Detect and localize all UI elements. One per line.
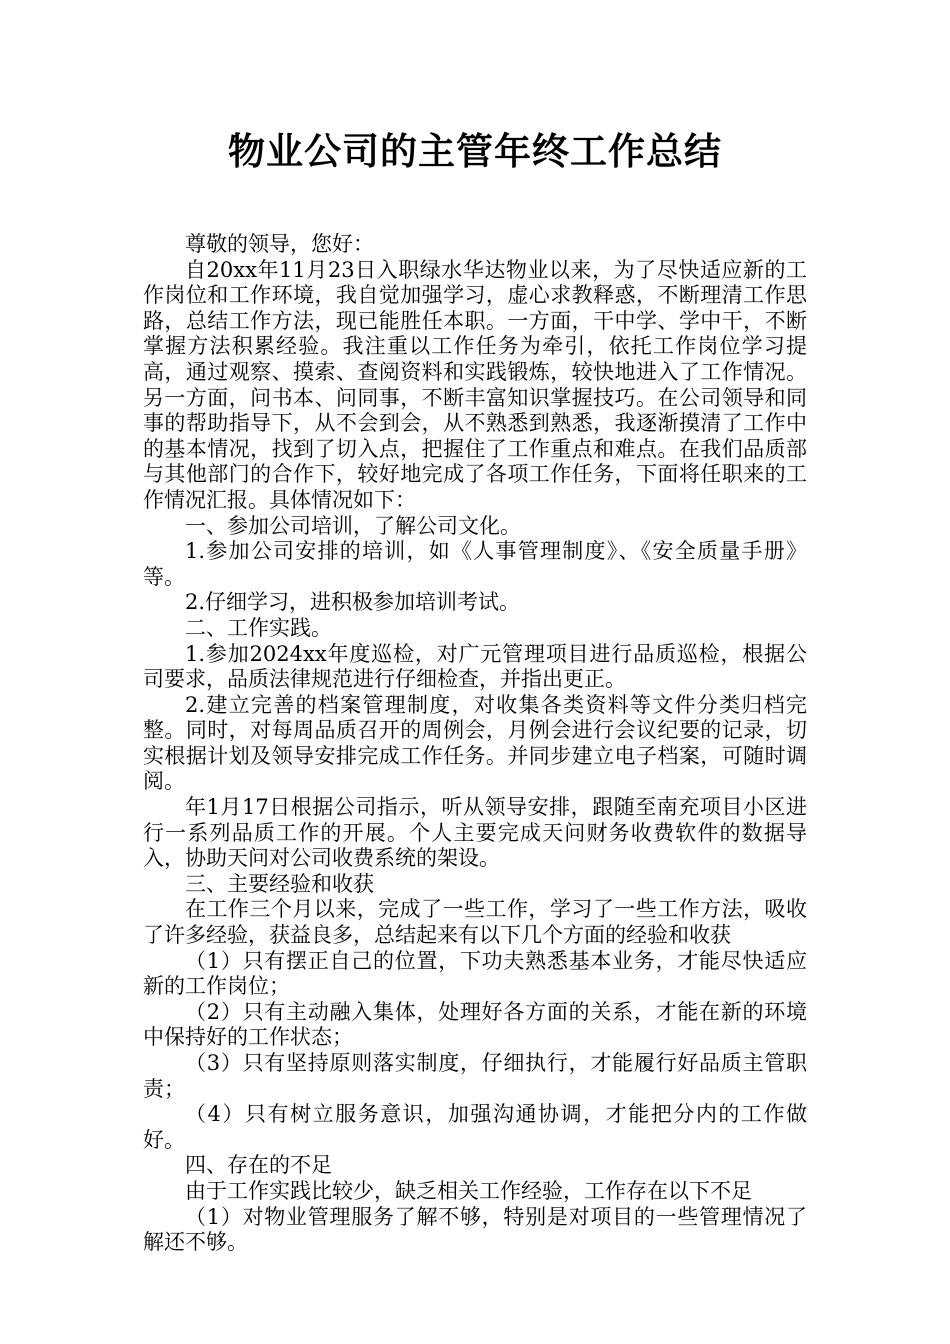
list-item: （2）只有主动融入集体，处理好各方面的关系，才能在新的环境中保持好的工作状态； xyxy=(143,999,807,1050)
paragraph-greeting: 尊敬的领导，您好： xyxy=(185,232,374,256)
list-item: 2.建立完善的档案管理制度，对收集各类资料等文件分类归档完整。同时，对每周品质召开的周例会，月例会进行会议纪要的记录，切实根据计划及领导安排完成工作任务。并同步建立电子档案，可随时调阅。 xyxy=(143,692,807,794)
document-page xyxy=(143,120,807,1256)
list-item: （4）只有树立服务意识，加强沟通协调，才能把分内的工作做好。 xyxy=(143,1102,807,1152)
paragraph: 在工作三个月以来，完成了一些工作，学习了一些工作方法，吸收了许多经验，获益良多，总结起来有以下几个方面的经验和收获 xyxy=(143,897,807,948)
paragraph-intro: 自20xx年11月23日入职绿水华达物业以来，为了尽快适应新的工作岗位和工作环境，我自觉加强学习，虚心求教释惑，不断理清工作思路，总结工作方法，现已能胜任本职。一方面，干中学、学中干，不断掌握方法积累经验。我注重以工作任务为牵引，依托工作岗位学习提高，通过观察、摸索、查阅资料和实践锻炼，较快地进入了工作情况。另一方面，问书本、问同事，不断丰富知识掌握技巧。在公司领导和同事的帮助指导下，从不会到会，从不熟悉到熟悉，我逐渐摸清了工作中的基本情况，找到了切入点，把握住了工作重点和难点。在我们品质部与其他部门的合作下，较好地完成了各项工作任务，下面将任职来的工作情况汇报。具体情况如下： xyxy=(143,257,807,512)
list-item: （3）只有坚持原则落实制度，仔细执行，才能履行好品质主管职责； xyxy=(143,1051,807,1101)
document-body xyxy=(143,232,807,1256)
section-heading-training: 一、参加公司培训，了解公司文化。 xyxy=(185,513,521,538)
section-heading-practice: 二、工作实践。 xyxy=(185,615,332,640)
section-heading-experience: 三、主要经验和收获 xyxy=(185,871,374,896)
document-title: 物业公司的主管年终工作总结 xyxy=(228,130,722,173)
paragraph: 由于工作实践比较少，缺乏相关工作经验，工作存在以下不足 xyxy=(185,1178,752,1203)
list-item: 1.参加2024xx年度巡检，对广元管理项目进行品质巡检，根据公司要求，品质法律规范进行仔细检查，并指出更正。 xyxy=(143,641,807,692)
section-heading-shortcomings: 四、存在的不足 xyxy=(185,1153,332,1178)
list-item: 1.参加公司安排的培训，如《人事管理制度》、《安全质量手册》等。 xyxy=(143,539,807,589)
list-item: （1）对物业管理服务了解不够，特别是对项目的一些管理情况了解还不够。 xyxy=(143,1204,807,1255)
paragraph: 年1月17日根据公司指示，听从领导安排，跟随至南充项目小区进行一系列品质工作的开展。个人主要完成天问财务收费软件的数据导入，协助天问对公司收费系统的架设。 xyxy=(143,795,807,871)
list-item: 2.仔细学习，进积极参加培训考试。 xyxy=(185,590,521,615)
list-item: （1）只有摆正自己的位置，下功夫熟悉基本业务，才能尽快适应新的工作岗位； xyxy=(143,948,807,999)
